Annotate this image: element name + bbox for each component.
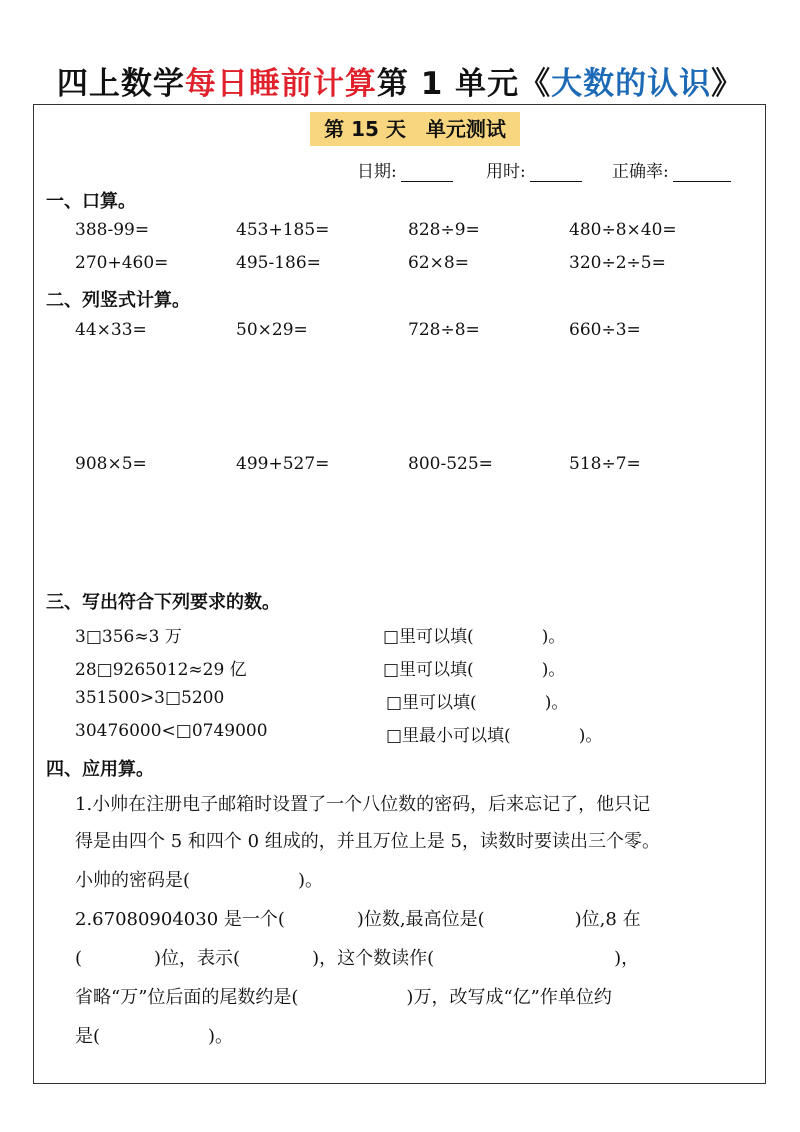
oral-question: 453+185= — [236, 220, 330, 240]
word-problem-line: 得是由四个 5 和四个 0 组成的，并且万位上是 5，读数时要读出三个零。 — [75, 831, 660, 852]
date-label: 日期: — [357, 162, 397, 182]
title-grade: 四上数学 — [56, 66, 185, 102]
section-4-title: 四、应用算。 — [46, 759, 154, 780]
vertical-calc-question: 800-525= — [408, 454, 493, 474]
day-label: 第 15 天 单元测试 — [310, 112, 520, 146]
oral-question: 495-186= — [236, 253, 321, 273]
word-problem-line[interactable]: 是( )。 — [75, 1026, 234, 1047]
word-problem-line[interactable]: ( )位，表示( )，这个数读作( )， — [75, 948, 640, 969]
word-problem-line[interactable]: 省略“万”位后面的尾数约是( )万，改写成“亿”作单位约 — [75, 987, 612, 1008]
oral-question: 270+460= — [75, 253, 169, 273]
fill-question-right[interactable]: □里可以填( )。 — [383, 627, 566, 647]
fill-question-right[interactable]: □里最小可以填( )。 — [386, 726, 603, 746]
time-blank[interactable] — [530, 163, 582, 182]
word-problem-line: 1.小帅在注册电子邮箱时设置了一个八位数的密码，后来忘记了，他只记 — [75, 794, 651, 815]
vertical-calc-question: 660÷3= — [569, 320, 641, 340]
time-label: 用时: — [486, 162, 526, 182]
vertical-calc-question: 50×29= — [236, 320, 308, 340]
oral-question: 828÷9= — [408, 220, 480, 240]
oral-question: 320÷2÷5= — [569, 253, 666, 273]
section-3-title: 三、写出符合下列要求的数。 — [46, 592, 280, 613]
oral-question: 62×8= — [408, 253, 469, 273]
oral-question: 480÷8×40= — [569, 220, 677, 240]
fill-question-left: 28□9265012≈29 亿 — [75, 660, 247, 680]
section-1-title: 一、口算。 — [46, 191, 136, 212]
date-blank[interactable] — [401, 163, 453, 182]
title-topic: 大数的认识 — [551, 66, 712, 102]
vertical-calc-question: 728÷8= — [408, 320, 480, 340]
title-daily: 每日睡前计算 — [184, 66, 377, 102]
title-close-bracket: 》 — [711, 66, 744, 102]
section-2-title: 二、列竖式计算。 — [46, 290, 190, 311]
time-field[interactable] — [486, 157, 582, 182]
accuracy-blank[interactable] — [673, 163, 731, 182]
accuracy-label: 正确率: — [612, 162, 669, 182]
date-field[interactable] — [357, 157, 453, 182]
vertical-calc-question: 44×33= — [75, 320, 147, 340]
fill-question-left: 3□356≈3 万 — [75, 627, 182, 647]
vertical-calc-question: 908×5= — [75, 454, 147, 474]
word-problem-answer[interactable]: 小帅的密码是( )。 — [75, 870, 324, 891]
fill-question-left: 30476000<□0749000 — [75, 721, 268, 741]
vertical-calc-question: 499+527= — [236, 454, 330, 474]
oral-question: 388-99= — [75, 220, 150, 240]
page-title — [0, 58, 800, 103]
accuracy-field[interactable] — [612, 157, 731, 182]
fill-question-right[interactable]: □里可以填( )。 — [386, 693, 569, 713]
word-problem-line[interactable]: 2.67080904030 是一个( )位数,最高位是( )位,8 在 — [75, 909, 641, 930]
fill-question-right[interactable]: □里可以填( )。 — [383, 660, 566, 680]
fill-question-left: 351500>3□5200 — [75, 688, 225, 708]
title-unit: 第 1 单元《 — [376, 66, 552, 102]
vertical-calc-question: 518÷7= — [569, 454, 641, 474]
